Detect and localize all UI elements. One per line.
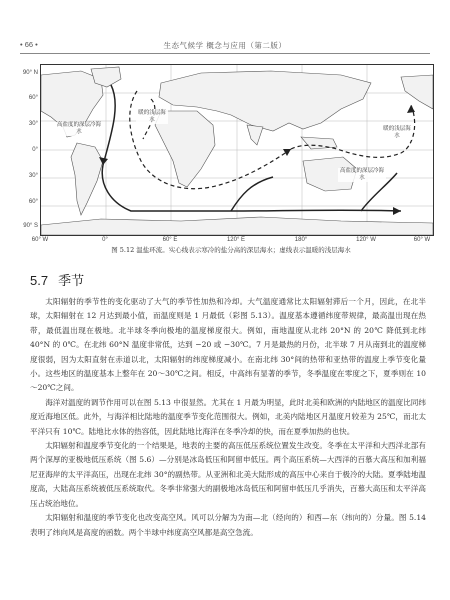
section-number: 5.7 xyxy=(30,273,49,288)
running-head: 生态气候学 概念与应用（第二版） xyxy=(163,41,287,50)
lon-label-0: 0° xyxy=(102,237,108,243)
paragraph: 太阳辐射和温度的季节变化也改变高空风。风可以分解为为南—北（经向的）和西—东（纬向的）分量。图 5.14 表明了纬向风是高度的函数。两个半球中纬度高空风都是高空急流。 xyxy=(30,513,426,537)
paragraph: 太阳辐射的季节性的变化驱动了大气的季节性加热和冷却。大气温度通常比太阳辐射滞后一个月，因此，在北半球，太阳辐射在 12 月达到最小值，而温度则是 1 月最低（彩图 5.13）。温度基本遵循纬度带规律，最高温出现在热带，最低温出现在极地。北半球冬季向极地的温度梯度很大。例如，南地温度从北纬 20°N 的 20℃ 降低到北纬 40°N 的 0℃。在北纬 60°N 温度非常低，达到 −20 或 −30℃。7 月是最热的月份，北半球 7 月从南到北的温度梯度很弱，因为太阳直射在赤道以北，太阳辐射的纬度梯度减小。在南北纬 30°间的热带和亚热带的温度上季节变化量小。这些地区的温度基本上整年在 20～30℃之间。相反，中高纬有显著的季节，冬季温度在零度之下，夏季则在 10～20℃之间。 xyxy=(30,297,426,393)
lon-label-120w: 120° W xyxy=(356,237,376,243)
longitude-labels xyxy=(31,237,432,245)
annot-warm-shallow-right: 暖的浅层海水 xyxy=(383,126,411,139)
lon-label-180: 180° xyxy=(294,237,308,243)
lon-label-60e: 60° E xyxy=(162,237,178,243)
section-heading xyxy=(30,270,84,289)
page-header xyxy=(20,40,430,52)
lon-label-60w-right: 60° W xyxy=(413,237,431,243)
figure-caption: 图 5.12 温盐环流。实心线表示寒冷的盐分高的深层海水；虚线表示温暖的浅层海水 xyxy=(111,246,351,254)
lat-label-60s: 60° xyxy=(28,199,38,205)
paragraph: 海洋对温度的调节作用可以在图 5.13 中很显然。尤其在 1 月最为明显，此时北美和欧洲的内陆地区的温度比同纬度近海地区低。此外，与海洋相比陆地的温度季节变化范围很大。例如，北美内陆地区月温度月较差为 25℃，而北太平洋只有 10℃。陆地比水体的热容低，因此陆地比海洋在冬季冷却的快，而在夏季加热的也快。 xyxy=(30,397,426,436)
annot-cold-deep-left: 高盐度的深层冷海水 xyxy=(56,122,101,135)
lon-label-60w: 60° W xyxy=(31,237,49,243)
section-title: 季节 xyxy=(58,274,85,289)
lat-label-30n: 30° xyxy=(28,121,38,127)
lat-label-0: 0° xyxy=(32,147,38,153)
header-rule xyxy=(20,53,430,54)
world-map xyxy=(41,65,433,235)
body-text xyxy=(30,295,426,540)
lat-label-30s: 30° xyxy=(28,173,38,179)
lat-label-60n: 60° xyxy=(28,95,38,101)
lat-label-90s: 90° S xyxy=(23,223,38,229)
annot-warm-shallow-left: 暖的浅层海水 xyxy=(136,110,168,124)
thermohaline-map-figure xyxy=(40,64,434,236)
page-number: • 66 • xyxy=(20,40,38,49)
annot-cold-deep-right: 高盐度的深层冷海水 xyxy=(339,168,384,181)
lat-label-90n: 90° N xyxy=(22,70,38,76)
paragraph: 太阳辐射和温度季节变化的一个结果是，地表的主要的高压低压系统位置发生改变。冬季在太平洋和大西洋北部有两个深厚的亚极地低压系统（图 5.6）—分别是冰岛低压和阿留申低压。两个高压系统—大西洋的百慕大高压和加利福尼亚海岸的太平洋高压，出现在北纬 30°的副热带。从亚洲和北美大陆形成的高压中心来自于极冷的大陆。夏季陆地温度高，大陆高压系统被低压系统取代。冬季非常强大的副极地冰岛低压和阿留申低压几乎消失，百慕大高压和太平洋高压占统治地位。 xyxy=(30,441,426,508)
lon-label-120e: 120° E xyxy=(226,237,246,243)
